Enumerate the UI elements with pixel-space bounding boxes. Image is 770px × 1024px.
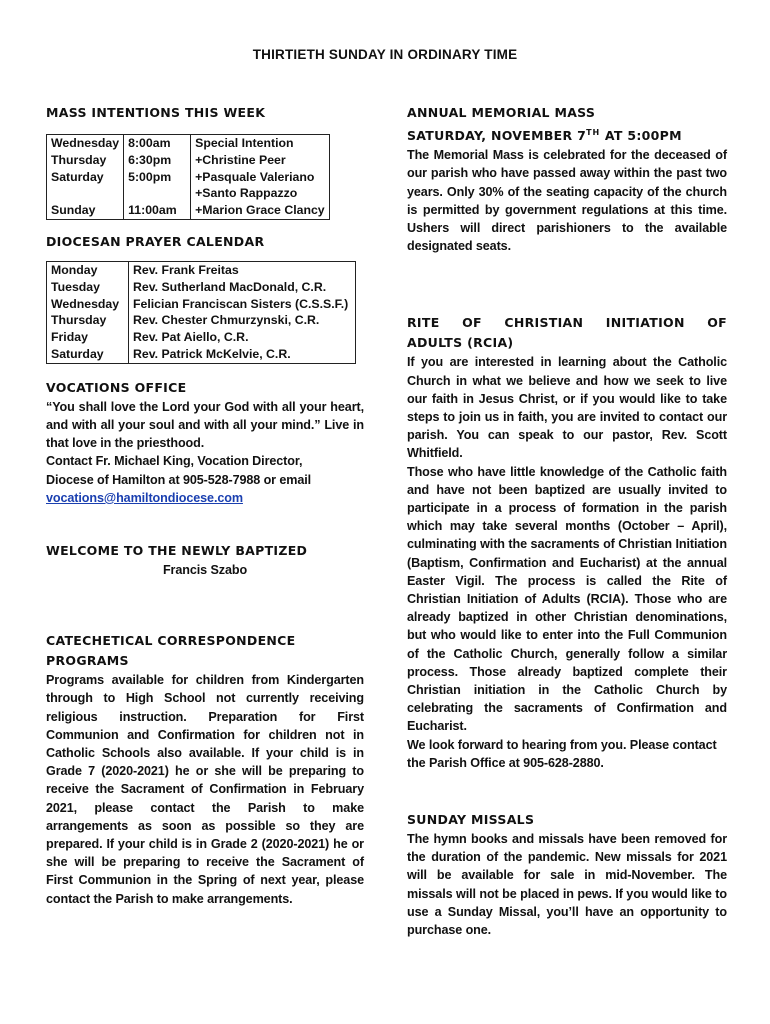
left-column — [46, 103, 364, 908]
catechetical-heading-2: PROGRAMS — [46, 653, 129, 669]
prayer-day: Monday — [51, 262, 98, 277]
mass-intention: +Christine Peer — [195, 152, 286, 167]
memorial-date-text: SATURDAY, NOVEMBER 7 — [407, 128, 587, 144]
memorial-body: The Memorial Mass is celebrated for the deceased of our parish who have passed away within the past two years. Only 30% of the seating capacity of the church is permitted by government regulations at this time. Ushers will direct parishioners to the available designated seats. — [407, 148, 727, 254]
mass-time — [128, 185, 186, 202]
memorial-date-suffix: TH — [586, 128, 601, 137]
mass-times-cell — [124, 135, 191, 220]
prayer-day: Wednesday — [51, 296, 120, 311]
rcia-heading-word: OF — [707, 315, 727, 331]
mass-day: Wednesday — [51, 136, 120, 150]
mass-intentions-table — [46, 134, 330, 220]
page-title: THIRTIETH SUNDAY IN ORDINARY TIME — [252, 47, 518, 62]
rcia-heading-word: OF — [462, 315, 482, 331]
mass-time: 6:30pm — [128, 152, 172, 167]
rcia-heading — [407, 313, 727, 333]
catechetical-heading: CATECHETICAL CORRESPONDENCE — [46, 633, 296, 649]
prayer-day: Saturday — [51, 346, 104, 361]
rcia-heading-2: ADULTS (RCIA) — [407, 335, 514, 351]
vocations-contact-2: Diocese of Hamilton at 905-528-7988 or email — [46, 472, 312, 487]
catechetical-body: Programs available for children from Kindergarten through to High School not currently receiving religious instruction. Preparation for First Communion and Confirmation for children not in Catholic Schools also available. If your child is in Grade 7 (2020-2021) he or she will be preparing to receive the Sacrament of Confirmation in February 2021, please contact the Parish to make arrangements as soon as possible so they are prepared. If your child is in Grade 2 (2020-2021) he or she will be preparing to receive the Sacrament of First Communion in the Spring of next year, please contact the Parish to make arrangements. — [46, 673, 364, 906]
mass-time: 5:00pm — [128, 169, 172, 184]
missals-heading: SUNDAY MISSALS — [407, 812, 535, 828]
rcia-body-3: We look forward to hearing from you. Please contact the Parish Office at 905-628-2880. — [407, 737, 717, 770]
mass-intention: +Marion Grace Clancy — [195, 203, 325, 218]
prayer-day: Friday — [51, 330, 88, 345]
welcome-heading: WELCOME TO THE NEWLY BAPTIZED — [46, 542, 308, 558]
memorial-time-text: AT 5:00PM — [600, 128, 682, 144]
rcia-heading-word: CHRISTIAN — [504, 315, 584, 331]
vocations-heading: VOCATIONS OFFICE — [46, 379, 187, 395]
mass-intention: Special Intention — [195, 136, 294, 150]
memorial-heading: ANNUAL MEMORIAL MASS — [407, 105, 596, 120]
table-row — [47, 135, 330, 220]
mass-intentions-cell — [191, 135, 330, 220]
rcia-heading-word: INITIATION — [605, 315, 685, 331]
missals-body: The hymn books and missals have been removed for the duration of the pandemic. New missals for 2021 will be available for sale in mid-November. The missals will not be placed in pews. If you would like to use a Sunday Missal, you’ll have an opportunity to purchase one. — [407, 832, 727, 938]
right-column — [407, 103, 727, 939]
rcia-body-1: If you are interested in learning about the Catholic Church in what we believe and how we seek to live our faith in Jesus Christ, or if you would like to take steps to join us in faith, you are invited to contact our parish. You can speak to our pastor, Rev. Scott Whitfield. — [407, 355, 727, 461]
rcia-heading-word: RITE — [407, 315, 440, 331]
rcia-body-2: Those who have little knowledge of the Catholic faith and have not been baptized are usually invited to participate in a process of formation in the parish which may take several months (October – April), culminating with the sacraments of Christian Initiation (Baptism, Confirmation and Eucharist) at the annual Easter Vigil. The process is called the Rite of Christian Initiation of Adults (RCIA). Those who are already baptized in other Christian denominations, but who would like to enter into the Full Communion of the Catholic Church, generally follow a similar process. Those already baptized complete their Christian initiation in the Catholic Church by celebrating the sacraments of Confirmation and Eucharist. — [407, 464, 727, 734]
prayer-days-cell — [47, 261, 129, 363]
memorial-date-heading — [407, 123, 727, 146]
mass-time: 11:00am — [128, 203, 177, 218]
mass-day: Thursday — [51, 152, 107, 167]
prayer-name: Felician Franciscan Sisters (C.S.S.F.) — [133, 296, 349, 311]
prayer-calendar-heading: DIOCESAN PRAYER CALENDAR — [46, 233, 265, 249]
prayer-calendar-table — [46, 261, 356, 364]
prayer-day: Tuesday — [51, 279, 100, 294]
prayer-day: Thursday — [51, 313, 107, 328]
welcome-name: Francis Szabo — [162, 562, 248, 577]
prayer-name: Rev. Chester Chmurzynski, C.R. — [133, 313, 320, 328]
prayer-name: Rev. Frank Freitas — [133, 262, 239, 277]
prayer-name: Rev. Patrick McKelvie, C.R. — [133, 346, 291, 361]
vocations-contact-1: Contact Fr. Michael King, Vocation Director, — [46, 454, 303, 469]
vocations-email-line — [46, 489, 364, 507]
mass-intentions-heading: MASS INTENTIONS THIS WEEK — [46, 105, 266, 120]
mass-intention: +Santo Rappazzo — [195, 186, 298, 201]
mass-day: Sunday — [51, 203, 96, 218]
mass-intention: +Pasquale Valeriano — [195, 169, 315, 184]
mass-day — [51, 185, 119, 202]
prayer-names-cell — [129, 261, 356, 363]
mass-day: Saturday — [51, 169, 104, 184]
prayer-name: Rev. Pat Aiello, C.R. — [133, 330, 249, 345]
vocations-email-link[interactable]: vocations@hamiltondiocese.com — [46, 490, 243, 505]
table-row — [47, 261, 356, 363]
mass-time: 8:00am — [128, 136, 171, 150]
prayer-name: Rev. Sutherland MacDonald, C.R. — [133, 279, 327, 294]
vocations-body: “You shall love the Lord your God with all your heart, and with all your soul and with all your mind.” Live in that love in the priesthood. — [46, 399, 364, 451]
mass-days-cell — [47, 135, 124, 220]
